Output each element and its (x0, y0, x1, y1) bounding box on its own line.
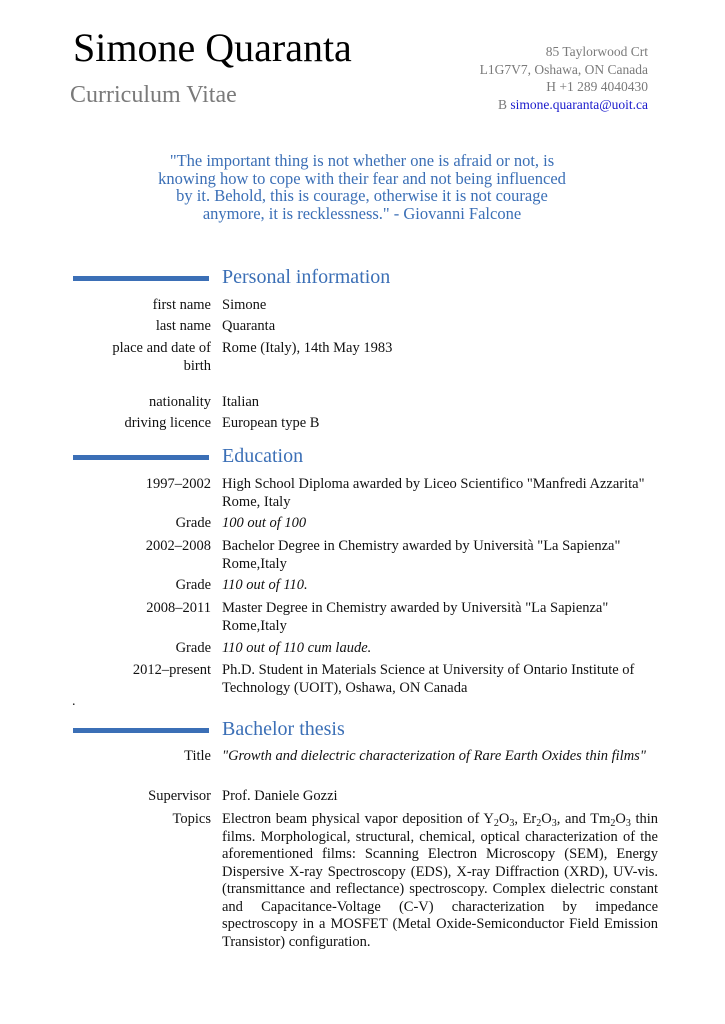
row-label: Grade (175, 640, 211, 656)
topics-text: Electron beam physical vapor deposition of Y (222, 811, 494, 827)
row-label: driving licence (124, 415, 211, 431)
address-line-1: 85 Taylorwood Crt (545, 44, 648, 59)
quote: "The important thing is not whether one is afraid or not, is knowing how to cope with their fear and not being influenced by it. Behold, this is courage, otherwise it is not courage anymore, it is recklessness." - Giovanni Falcone (158, 151, 566, 223)
topics-text: , and Tm (556, 811, 611, 827)
row-label: place and date of birth (112, 340, 211, 374)
row-label: Title (184, 748, 211, 764)
subscript: 3 (625, 818, 631, 829)
section-bar-personal (73, 276, 209, 281)
topics-text: , Er (514, 811, 537, 827)
row-label: last name (155, 318, 211, 334)
row-value: Rome (Italy), 14th May 1983 (222, 340, 393, 356)
subscript: 2 (536, 818, 542, 829)
row-label: Topics (172, 811, 211, 827)
row-value: Master Degree in Chemistry awarded by Università "La Sapienza" Rome,Italy (222, 600, 609, 634)
email-link[interactable]: simone.quaranta@uoit.ca (510, 96, 648, 112)
section-title-education: Education (222, 445, 304, 467)
email-line (480, 96, 648, 114)
phone-icon: H (546, 79, 556, 94)
subscript: 2 (493, 818, 499, 829)
row-value: Quaranta (222, 318, 276, 334)
row-label: nationality (148, 394, 211, 410)
row-label: 2002–2008 (145, 538, 211, 554)
subscript: 3 (551, 818, 557, 829)
row-value: Italian (222, 394, 260, 410)
subscript: 3 (509, 818, 515, 829)
row-label: 2012–present (132, 662, 211, 678)
row-value: Prof. Daniele Gozzi (222, 788, 338, 804)
row-value: High School Diploma awarded by Liceo Scientifico "Manfredi Azzarita" Rome, Italy (222, 476, 645, 510)
section-bar-thesis (73, 728, 209, 733)
cv-subtitle: Curriculum Vitae (70, 82, 237, 108)
row-value: 110 out of 110. (222, 577, 308, 593)
row-label: Grade (175, 577, 211, 593)
section-title-thesis: Bachelor thesis (222, 718, 345, 740)
cv-name: Simone Quaranta (73, 25, 352, 70)
row-value: 110 out of 110 cum laude. (222, 640, 372, 656)
row-value: European type B (222, 415, 320, 431)
row-label: 1997–2002 (145, 476, 211, 492)
stray-period: . (72, 694, 76, 709)
row-value: 100 out of 100 (222, 515, 307, 531)
section-bar-education (73, 455, 209, 460)
row-label: Grade (175, 515, 211, 531)
phone-number: +1 289 4040430 (559, 79, 648, 94)
topics-text: O (541, 811, 552, 827)
row-value (222, 811, 658, 951)
row-value: Bachelor Degree in Chemistry awarded by Università "La Sapienza" Rome,Italy (222, 538, 621, 572)
row-value: Simone (222, 297, 267, 313)
topics-text: O (615, 811, 626, 827)
topics-text: O (498, 811, 510, 827)
address-line-2: L1G7V7, Oshawa, ON Canada (479, 61, 648, 77)
section-title-personal: Personal information (222, 266, 391, 288)
email-icon: B (497, 96, 507, 112)
row-label: first name (152, 297, 211, 313)
row-label: Supervisor (148, 788, 211, 804)
contact-block (480, 43, 648, 113)
row-value: Ph.D. Student in Materials Science at University of Ontario Institute of Technology (UOIT), Oshawa, ON Canada (222, 662, 635, 696)
row-label: 2008–2011 (146, 600, 211, 616)
topics-text: thin films. Morphological, structural, chemical, optical characterization of the aforementioned films: Scanning Electron Microscopy (SEM), Energy Dispersive X-ray Spectroscopy (EDS), X-ray Diffraction (XRD), UV-vis. (transmittance and reflectance) spectroscopy. Complex dielectric constant and Capacitance-Voltage (C-V) characterization by impedance spectroscopy in a MOSFET (Metal Oxide-Semiconductor Field Emission Transistor) configuration. (222, 811, 659, 950)
phone-line (480, 78, 648, 96)
subscript: 2 (610, 818, 616, 829)
row-value: "Growth and dielectric characterization of Rare Earth Oxides thin films" (222, 748, 646, 764)
